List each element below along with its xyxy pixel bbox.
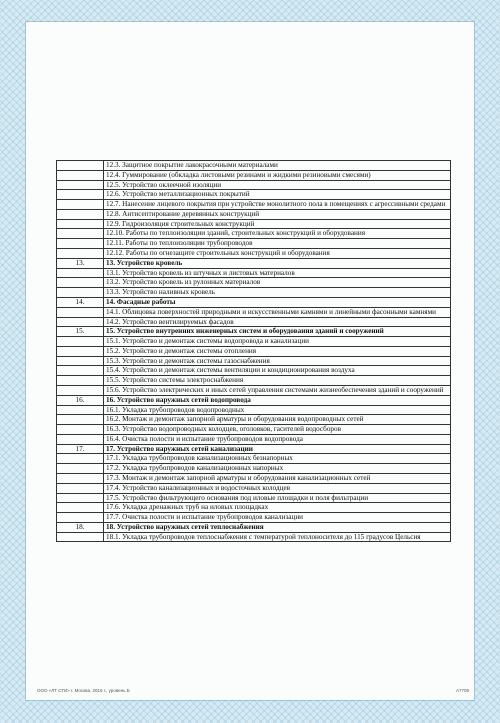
row-text: 17.4. Устройство канализационных и водосточных колодцев	[104, 483, 451, 493]
table-row	[57, 425, 451, 435]
table-row	[57, 532, 451, 542]
row-text: 17.1. Укладка трубопроводов канализационных безнапорных	[104, 454, 451, 464]
row-text: 12.11. Работы по теплоизоляции трубопроводов	[104, 239, 451, 249]
row-number	[57, 346, 104, 356]
row-number	[57, 239, 104, 249]
table-row	[57, 278, 451, 288]
row-number	[57, 454, 104, 464]
row-text: 17.2. Укладка трубопроводов канализационных напорных	[104, 464, 451, 474]
row-text: 15.4. Устройство и демонтаж системы вентиляции и кондиционирования воздуха	[104, 366, 451, 376]
row-number	[57, 385, 104, 395]
section-number: 17.	[57, 444, 104, 454]
table-row	[57, 200, 451, 210]
table-row	[57, 464, 451, 474]
table-row	[57, 376, 451, 386]
row-text: 12.3. Защитное покрытие лакокрасочными материалами	[104, 161, 451, 171]
row-text: 17.6. Укладка дренажных труб на иловых площадках	[104, 503, 451, 513]
row-number	[57, 532, 104, 542]
table-row	[57, 180, 451, 190]
table-row	[57, 434, 451, 444]
section-header-row	[57, 258, 451, 268]
row-number	[57, 268, 104, 278]
row-text: 16.4. Очистка полости и испытание трубопроводов водопровода	[104, 434, 451, 444]
row-number	[57, 513, 104, 523]
table-row	[57, 493, 451, 503]
section-number: 18.	[57, 522, 104, 532]
table-row	[57, 483, 451, 493]
section-title: 18. Устройство наружных сетей теплоснабжения	[104, 522, 451, 532]
work-types-table	[56, 160, 451, 542]
section-number: 15.	[57, 327, 104, 337]
row-text: 12.9. Гидроизоляция строительных конструкций	[104, 219, 451, 229]
row-number	[57, 376, 104, 386]
row-number	[57, 317, 104, 327]
table-row	[57, 288, 451, 298]
row-text: 12.8. Антисептирование деревянных конструкций	[104, 209, 451, 219]
section-header-row	[57, 522, 451, 532]
row-number	[57, 415, 104, 425]
table-row	[57, 239, 451, 249]
row-text: 15.1. Устройство и демонтаж системы водопровода и канализации	[104, 337, 451, 347]
row-text: 16.1. Укладка трубопроводов водопроводных	[104, 405, 451, 415]
table-row	[57, 474, 451, 484]
row-text: 15.6. Устройство электрических и иных сетей управления системами жизнеобеспечения зданий и сооружений	[104, 385, 451, 395]
row-number	[57, 434, 104, 444]
row-text: 13.1. Устройство кровель из штучных и листовых материалов	[104, 268, 451, 278]
table-row	[57, 415, 451, 425]
table-row	[57, 170, 451, 180]
table-row	[57, 209, 451, 219]
section-header-row	[57, 444, 451, 454]
row-number	[57, 288, 104, 298]
table-row	[57, 249, 451, 259]
row-number	[57, 219, 104, 229]
section-title: 16. Устройство наружных сетей водопровода	[104, 395, 451, 405]
row-text: 17.5. Устройство фильтрующего основания под иловые площадки и поля фильтрации	[104, 493, 451, 503]
section-header-row	[57, 327, 451, 337]
row-text: 15.2. Устройство и демонтаж системы отопления	[104, 346, 451, 356]
row-number	[57, 493, 104, 503]
row-number	[57, 405, 104, 415]
table-row	[57, 405, 451, 415]
row-text: 12.12. Работы по огнезащите строительных конструкций и оборудования	[104, 249, 451, 259]
table-row	[57, 219, 451, 229]
row-number	[57, 170, 104, 180]
row-text: 14.2. Устройство вентилируемых фасадов	[104, 317, 451, 327]
row-number	[57, 161, 104, 171]
row-number	[57, 180, 104, 190]
row-text: 12.4. Гуммирование (обкладка листовыми резинами и жидкими резиновыми смесями)	[104, 170, 451, 180]
row-text: 13.2. Устройство кровель из рулонных материалов	[104, 278, 451, 288]
row-text: 12.10. Работы по теплоизоляции зданий, строительных конструкций и оборудования	[104, 229, 451, 239]
section-title: 13. Устройство кровель	[104, 258, 451, 268]
table-row	[57, 385, 451, 395]
table-row	[57, 268, 451, 278]
table-row	[57, 337, 451, 347]
row-number	[57, 278, 104, 288]
table-row	[57, 346, 451, 356]
row-text: 18.1. Укладка трубопроводов теплоснабжения с температурой теплоносителя до 115 градусов Цельсия	[104, 532, 451, 542]
section-title: 15. Устройство внутренних инженерных систем и оборудования зданий и сооружений	[104, 327, 451, 337]
row-number	[57, 229, 104, 239]
row-number	[57, 366, 104, 376]
row-number	[57, 190, 104, 200]
row-number	[57, 483, 104, 493]
row-number	[57, 249, 104, 259]
row-number	[57, 425, 104, 435]
table-row	[57, 454, 451, 464]
section-number: 16.	[57, 395, 104, 405]
table-row	[57, 513, 451, 523]
table-row	[57, 317, 451, 327]
table-row	[57, 307, 451, 317]
table-row	[57, 503, 451, 513]
row-text: 16.2. Монтаж и демонтаж запорной арматуры и оборудования водопроводных сетей	[104, 415, 451, 425]
row-text: 14.1. Облицовка поверхностей природными и искусственными камнями и линейными фасонными камнями	[104, 307, 451, 317]
footer-printer-note: ООО «ЛТ СТИ» г. Москва, 2016 г., уровень Б	[37, 688, 130, 693]
row-number	[57, 464, 104, 474]
row-number	[57, 503, 104, 513]
table-row	[57, 366, 451, 376]
row-text: 15.5. Устройство системы электроснабжения	[104, 376, 451, 386]
row-text: 17.3. Монтаж и демонтаж запорной арматуры и оборудования канализационных сетей	[104, 474, 451, 484]
section-header-row	[57, 395, 451, 405]
row-text: 13.3. Устройство наливных кровель	[104, 288, 451, 298]
section-number: 13.	[57, 258, 104, 268]
row-number	[57, 337, 104, 347]
table-row	[57, 190, 451, 200]
section-title: 14. Фасадные работы	[104, 297, 451, 307]
section-title: 17. Устройство наружных сетей канализации	[104, 444, 451, 454]
row-text: 17.7. Очистка полости и испытание трубопроводов канализации	[104, 513, 451, 523]
row-number	[57, 356, 104, 366]
section-number: 14.	[57, 297, 104, 307]
row-text: 12.5. Устройство оклеечной изоляции	[104, 180, 451, 190]
row-text: 16.3. Устройство водопроводных колодцев, оголовков, гасителей водосборов	[104, 425, 451, 435]
table-row	[57, 229, 451, 239]
row-number	[57, 200, 104, 210]
row-text: 12.6. Устройство металлизационных покрытий	[104, 190, 451, 200]
footer-serial-number: А7708	[456, 688, 470, 693]
table-row	[57, 356, 451, 366]
row-number	[57, 307, 104, 317]
row-number	[57, 474, 104, 484]
row-text: 12.7. Нанесение лицевого покрытия при устройстве монолитного пола в помещениях с агрессивными средами	[104, 200, 451, 210]
row-text: 15.3. Устройство и демонтаж системы газоснабжения	[104, 356, 451, 366]
row-number	[57, 209, 104, 219]
section-header-row	[57, 297, 451, 307]
table-row	[57, 161, 451, 171]
